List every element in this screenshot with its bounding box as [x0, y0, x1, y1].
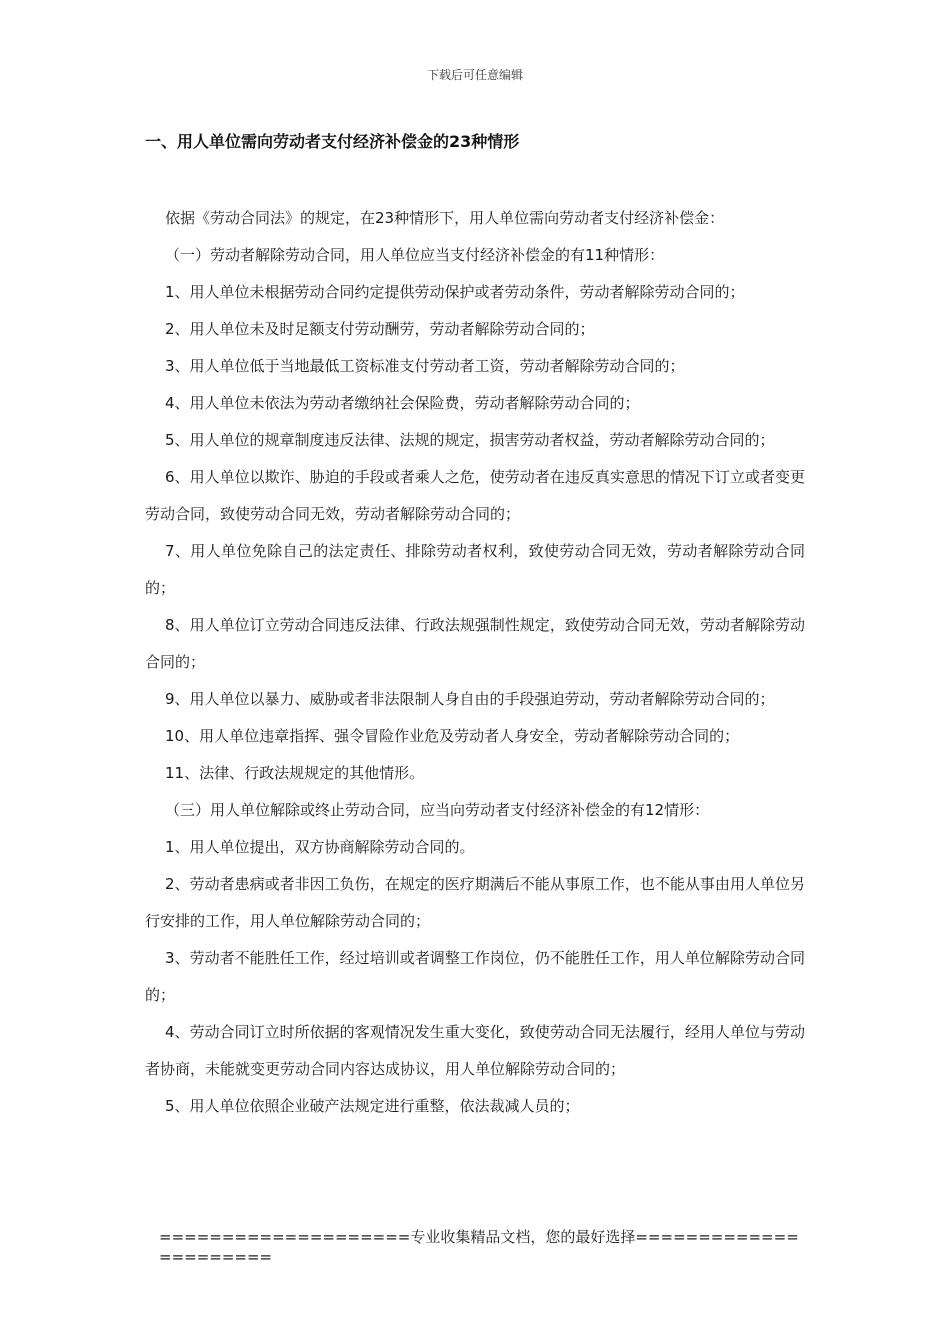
paragraph: 9、用人单位以暴力、威胁或者非法限制人身自由的手段强迫劳动，劳动者解除劳动合同的；	[165, 690, 775, 708]
paragraph: 3、用人单位低于当地最低工资标准支付劳动者工资，劳动者解除劳动合同的；	[165, 357, 685, 375]
document-title: 一、用人单位需向劳动者支付经济补偿金的23种情形	[145, 132, 520, 151]
paragraph: 5、用人单位的规章制度违反法律、法规的规定，损害劳动者权益，劳动者解除劳动合同的；	[165, 431, 775, 449]
paragraph: 2、用人单位未及时足额支付劳动酬劳，劳动者解除劳动合同的；	[165, 320, 595, 338]
paragraph: 1、用人单位未根据劳动合同约定提供劳动保护或者劳动条件，劳动者解除劳动合同的；	[165, 283, 745, 301]
paragraph: 4、用人单位未依法为劳动者缴纳社会保险费，劳动者解除劳动合同的；	[165, 394, 640, 412]
paragraph: 依据《劳动合同法》的规定，在23种情形下，用人单位需向劳动者支付经济补偿金：	[165, 209, 725, 227]
paragraph: 7、用人单位免除自己的法定责任、排除劳动者权利，致使劳动合同无效，劳动者解除劳动合同的；	[145, 542, 805, 597]
paragraph: 4、劳动合同订立时所依据的客观情况发生重大变化，致使劳动合同无法履行，经用人单位与劳动者协商，未能就变更劳动合同内容达成协议，用人单位解除劳动合同的；	[145, 1023, 805, 1078]
paragraph: 10、用人单位违章指挥、强令冒险作业危及劳动者人身安全，劳动者解除劳动合同的；	[165, 727, 740, 745]
paragraph: 6、用人单位以欺诈、胁迫的手段或者乘人之危，使劳动者在违反真实意思的情况下订立或者变更劳动合同，致使劳动合同无效，劳动者解除劳动合同的；	[145, 468, 805, 523]
paragraph: （一）劳动者解除劳动合同，用人单位应当支付经济补偿金的有11种情形：	[165, 246, 665, 264]
paragraph: 2、劳动者患病或者非因工负伤，在规定的医疗期满后不能从事原工作，也不能从事由用人单位另行安排的工作，用人单位解除劳动合同的；	[145, 875, 805, 930]
paragraph: 8、用人单位订立劳动合同违反法律、行政法规强制性规定，致使劳动合同无效，劳动者解除劳动合同的；	[145, 616, 805, 671]
page-header: 下载后可任意编辑	[426, 68, 523, 82]
page-footer	[145, 1227, 810, 1267]
paragraph: （三）用人单位解除或终止劳动合同，应当向劳动者支付经济补偿金的有12情形：	[165, 801, 710, 819]
paragraph: 11、法律、行政法规规定的其他情形。	[165, 764, 425, 782]
paragraph: 5、用人单位依照企业破产法规定进行重整，依法裁减人员的；	[165, 1097, 580, 1115]
footer-text: ====================专业收集精品文档，您的最好选择======================	[159, 1228, 799, 1266]
document-body	[145, 200, 805, 1125]
paragraph: 3、劳动者不能胜任工作，经过培训或者调整工作岗位，仍不能胜任工作，用人单位解除劳动合同的；	[145, 949, 805, 1004]
paragraph: 1、用人单位提出，双方协商解除劳动合同的。	[165, 838, 475, 856]
